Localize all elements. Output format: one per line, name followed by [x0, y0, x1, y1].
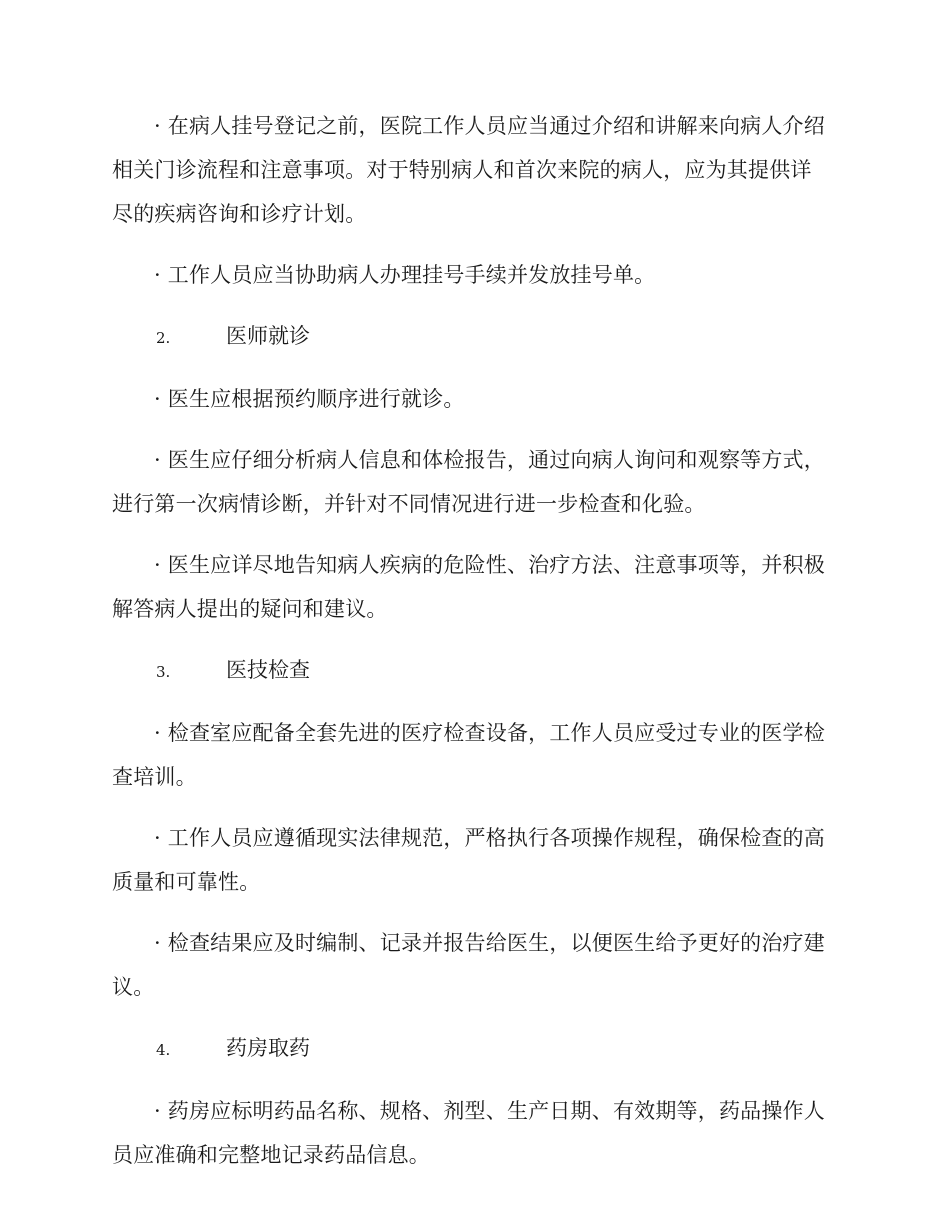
section-title: 医师就诊 [226, 324, 310, 348]
paragraph-inform-patient: · 医生应详尽地告知病人疾病的危险性、治疗方法、注意事项等，并积极解答病人提出的疑问和建议。 [112, 553, 825, 621]
paragraph-exam-regulations: · 工作人员应遵循现实法律规范，严格执行各项操作规程，确保检查的高质量和可靠性。 [112, 826, 825, 894]
paragraph-exam-results: · 检查结果应及时编制、记录并报告给医生，以便医生给予更好的治疗建议。 [112, 931, 825, 999]
section-title: 药房取药 [226, 1036, 310, 1060]
section-title: 医技检查 [226, 658, 310, 682]
paragraph-exam-equipment: · 检查室应配备全套先进的医疗检查设备，工作人员应受过专业的医学检查培训。 [112, 721, 825, 789]
section-number: 4. [156, 1041, 171, 1059]
section-heading-medical-exam [112, 648, 830, 694]
document-page [112, 104, 830, 1194]
section-number: 2. [156, 329, 171, 347]
section-number: 3. [156, 663, 171, 681]
paragraph-visit-order: · 医生应根据预约顺序进行就诊。 [154, 387, 465, 411]
paragraph-pharmacy-labeling: · 药房应标明药品名称、规格、剂型、生产日期、有效期等，药品操作人员应准确和完整地记录药品信息。 [112, 1099, 825, 1167]
paragraph-registration-guidance: · 在病人挂号登记之前，医院工作人员应当通过介绍和讲解来向病人介绍相关门诊流程和注意事项。对于特别病人和首次来院的病人，应为其提供详尽的疾病咨询和诊疗计划。 [112, 114, 825, 226]
paragraph-registration-assist: · 工作人员应当协助病人办理挂号手续并发放挂号单。 [154, 263, 656, 287]
paragraph-diagnosis: · 医生应仔细分析病人信息和体检报告，通过向病人询问和观察等方式，进行第一次病情诊断，并针对不同情况进行进一步检查和化验。 [112, 448, 825, 516]
section-heading-doctor-visit [112, 314, 830, 360]
section-heading-pharmacy [112, 1026, 830, 1072]
